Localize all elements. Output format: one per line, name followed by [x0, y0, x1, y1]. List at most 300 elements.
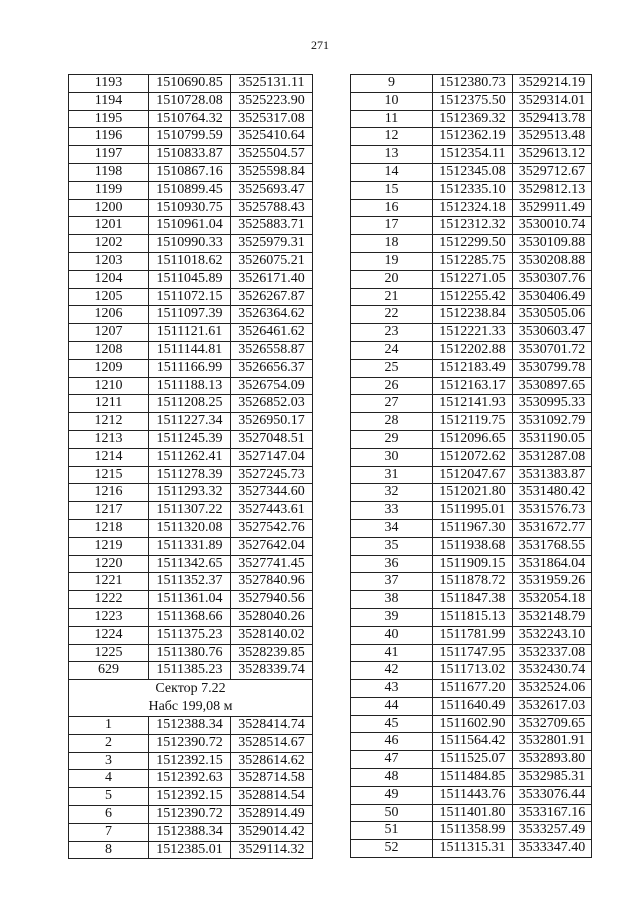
y-coordinate-cell: 3530603.47 [513, 324, 592, 342]
table-row [69, 430, 313, 448]
y-coordinate-cell: 3529712.67 [513, 163, 592, 181]
left-coordinates-table [68, 74, 313, 859]
table-row [351, 448, 592, 466]
point-number-cell: 1208 [69, 341, 149, 359]
x-coordinate-cell: 1511166.99 [149, 359, 231, 377]
x-coordinate-cell: 1511342.65 [149, 555, 231, 573]
y-coordinate-cell: 3527443.61 [231, 502, 313, 520]
x-coordinate-cell: 1511938.68 [433, 537, 513, 555]
y-coordinate-cell: 3528339.74 [231, 662, 313, 680]
x-coordinate-cell: 1511995.01 [433, 502, 513, 520]
point-number-cell: 27 [351, 395, 433, 413]
table-row [69, 555, 313, 573]
x-coordinate-cell: 1511815.13 [433, 608, 513, 626]
y-coordinate-cell: 3530307.76 [513, 270, 592, 288]
x-coordinate-cell: 1512369.32 [433, 110, 513, 128]
y-coordinate-cell: 3525979.31 [231, 235, 313, 253]
table-row [69, 823, 313, 841]
x-coordinate-cell: 1511361.04 [149, 591, 231, 609]
table-row [69, 841, 313, 859]
x-coordinate-cell: 1511352.37 [149, 573, 231, 591]
y-coordinate-cell: 3527940.56 [231, 591, 313, 609]
point-number-cell: 7 [69, 823, 149, 841]
point-number-cell: 2 [69, 734, 149, 752]
table-row [69, 502, 313, 520]
point-number-cell: 41 [351, 644, 433, 662]
point-number-cell: 1209 [69, 359, 149, 377]
x-coordinate-cell: 1512380.73 [433, 75, 513, 93]
y-coordinate-cell: 3530109.88 [513, 235, 592, 253]
table-row [351, 430, 592, 448]
table-row [69, 770, 313, 788]
x-coordinate-cell: 1511307.22 [149, 502, 231, 520]
table-row [351, 697, 592, 715]
sector-header-cell [69, 680, 313, 717]
y-coordinate-cell: 3525410.64 [231, 128, 313, 146]
y-coordinate-cell: 3532893.80 [513, 751, 592, 769]
point-number-cell: 42 [351, 662, 433, 680]
table-row [69, 662, 313, 680]
table-row [351, 359, 592, 377]
table-row [69, 788, 313, 806]
table-row [351, 146, 592, 164]
y-coordinate-cell: 3526656.37 [231, 359, 313, 377]
page-number: 271 [311, 38, 329, 52]
y-coordinate-cell: 3527840.96 [231, 573, 313, 591]
y-coordinate-cell: 3530897.65 [513, 377, 592, 395]
point-number-cell: 22 [351, 306, 433, 324]
point-number-cell: 1223 [69, 608, 149, 626]
y-coordinate-cell: 3530010.74 [513, 217, 592, 235]
point-number-cell: 3 [69, 752, 149, 770]
y-coordinate-cell: 3529214.19 [513, 75, 592, 93]
point-number-cell: 10 [351, 92, 433, 110]
point-number-cell: 1207 [69, 324, 149, 342]
x-coordinate-cell: 1511847.38 [433, 591, 513, 609]
x-coordinate-cell: 1512335.10 [433, 181, 513, 199]
point-number-cell: 37 [351, 573, 433, 591]
x-coordinate-cell: 1511293.32 [149, 484, 231, 502]
table-row [69, 537, 313, 555]
x-coordinate-cell: 1511443.76 [433, 786, 513, 804]
x-coordinate-cell: 1510690.85 [149, 75, 231, 93]
table-row [351, 608, 592, 626]
table-row [351, 715, 592, 733]
y-coordinate-cell: 3531480.42 [513, 484, 592, 502]
point-number-cell: 1220 [69, 555, 149, 573]
table-row [351, 822, 592, 840]
point-number-cell: 32 [351, 484, 433, 502]
point-number-cell: 1199 [69, 181, 149, 199]
table-row [351, 270, 592, 288]
table-row [69, 644, 313, 662]
y-coordinate-cell: 3531576.73 [513, 502, 592, 520]
x-coordinate-cell: 1511245.39 [149, 430, 231, 448]
point-number-cell: 1215 [69, 466, 149, 484]
table-row [351, 181, 592, 199]
sector-header-group [69, 680, 313, 717]
x-coordinate-cell: 1511909.15 [433, 555, 513, 573]
point-number-cell: 1214 [69, 448, 149, 466]
x-coordinate-cell: 1511525.07 [433, 751, 513, 769]
x-coordinate-cell: 1512119.75 [433, 413, 513, 431]
point-number-cell: 50 [351, 804, 433, 822]
x-coordinate-cell: 1512388.34 [149, 717, 231, 735]
table-row [351, 555, 592, 573]
point-number-cell: 1222 [69, 591, 149, 609]
table-row [351, 413, 592, 431]
point-number-cell: 1212 [69, 413, 149, 431]
right-coordinates-table [350, 74, 592, 858]
point-number-cell: 1203 [69, 252, 149, 270]
table-row [351, 733, 592, 751]
y-coordinate-cell: 3533076.44 [513, 786, 592, 804]
point-number-cell: 34 [351, 519, 433, 537]
point-number-cell: 31 [351, 466, 433, 484]
table-row [351, 128, 592, 146]
y-coordinate-cell: 3529314.01 [513, 92, 592, 110]
point-number-cell: 1193 [69, 75, 149, 93]
point-number-cell: 11 [351, 110, 433, 128]
x-coordinate-cell: 1511781.99 [433, 626, 513, 644]
table-row [351, 341, 592, 359]
x-coordinate-cell: 1510961.04 [149, 217, 231, 235]
point-number-cell: 36 [351, 555, 433, 573]
point-number-cell: 26 [351, 377, 433, 395]
x-coordinate-cell: 1511121.61 [149, 324, 231, 342]
y-coordinate-cell: 3528239.85 [231, 644, 313, 662]
point-number-cell: 20 [351, 270, 433, 288]
table-row [69, 270, 313, 288]
table-row [351, 75, 592, 93]
x-coordinate-cell: 1512392.63 [149, 770, 231, 788]
point-number-cell: 1200 [69, 199, 149, 217]
y-coordinate-cell: 3525693.47 [231, 181, 313, 199]
table-row [69, 608, 313, 626]
table-row [69, 573, 313, 591]
table-row [351, 395, 592, 413]
y-coordinate-cell: 3531672.77 [513, 519, 592, 537]
point-number-cell: 23 [351, 324, 433, 342]
table-row [69, 448, 313, 466]
table-row [351, 288, 592, 306]
table-row [69, 217, 313, 235]
y-coordinate-cell: 3526364.62 [231, 306, 313, 324]
point-number-cell: 1201 [69, 217, 149, 235]
y-coordinate-cell: 3529911.49 [513, 199, 592, 217]
x-coordinate-cell: 1511320.08 [149, 519, 231, 537]
x-coordinate-cell: 1511385.23 [149, 662, 231, 680]
point-number-cell: 6 [69, 806, 149, 824]
y-coordinate-cell: 3528814.54 [231, 788, 313, 806]
table-row [69, 591, 313, 609]
table-row [351, 252, 592, 270]
x-coordinate-cell: 1511144.81 [149, 341, 231, 359]
y-coordinate-cell: 3526267.87 [231, 288, 313, 306]
x-coordinate-cell: 1510867.16 [149, 163, 231, 181]
point-number-cell: 38 [351, 591, 433, 609]
sector-header-row [69, 680, 313, 717]
table-row [351, 591, 592, 609]
x-coordinate-cell: 1511262.41 [149, 448, 231, 466]
y-coordinate-cell: 3532430.74 [513, 662, 592, 680]
table-row [69, 377, 313, 395]
x-coordinate-cell: 1512362.19 [433, 128, 513, 146]
y-coordinate-cell: 3526461.62 [231, 324, 313, 342]
y-coordinate-cell: 3530995.33 [513, 395, 592, 413]
point-number-cell: 33 [351, 502, 433, 520]
point-number-cell: 629 [69, 662, 149, 680]
point-number-cell: 12 [351, 128, 433, 146]
table-row [351, 519, 592, 537]
x-coordinate-cell: 1512183.49 [433, 359, 513, 377]
table-row [351, 306, 592, 324]
table-row [69, 92, 313, 110]
x-coordinate-cell: 1511677.20 [433, 680, 513, 698]
table-row [69, 806, 313, 824]
x-coordinate-cell: 1512388.34 [149, 823, 231, 841]
point-number-cell: 1225 [69, 644, 149, 662]
point-number-cell: 49 [351, 786, 433, 804]
y-coordinate-cell: 3526171.40 [231, 270, 313, 288]
point-number-cell: 1216 [69, 484, 149, 502]
x-coordinate-cell: 1512392.15 [149, 788, 231, 806]
table-row [351, 644, 592, 662]
y-coordinate-cell: 3528040.26 [231, 608, 313, 626]
table-row [69, 519, 313, 537]
sector-title: Сектор 7.22 [155, 681, 226, 697]
point-number-cell: 28 [351, 413, 433, 431]
x-coordinate-cell: 1511564.42 [433, 733, 513, 751]
table-row [351, 92, 592, 110]
x-coordinate-cell: 1511208.25 [149, 395, 231, 413]
point-number-cell: 18 [351, 235, 433, 253]
table-row [69, 341, 313, 359]
point-number-cell: 51 [351, 822, 433, 840]
x-coordinate-cell: 1511602.90 [433, 715, 513, 733]
x-coordinate-cell: 1511713.02 [433, 662, 513, 680]
table-row [69, 128, 313, 146]
table-row [69, 75, 313, 93]
point-number-cell: 44 [351, 697, 433, 715]
x-coordinate-cell: 1512163.17 [433, 377, 513, 395]
x-coordinate-cell: 1511072.15 [149, 288, 231, 306]
table-row [351, 840, 592, 858]
left-rows-before [69, 75, 313, 680]
y-coordinate-cell: 3525317.08 [231, 110, 313, 128]
point-number-cell: 29 [351, 430, 433, 448]
x-coordinate-cell: 1511188.13 [149, 377, 231, 395]
y-coordinate-cell: 3529413.78 [513, 110, 592, 128]
y-coordinate-cell: 3529014.42 [231, 823, 313, 841]
y-coordinate-cell: 3525223.90 [231, 92, 313, 110]
table-row [351, 769, 592, 787]
x-coordinate-cell: 1511358.99 [433, 822, 513, 840]
table-row [69, 181, 313, 199]
x-coordinate-cell: 1511401.80 [433, 804, 513, 822]
table-row [351, 751, 592, 769]
y-coordinate-cell: 3526558.87 [231, 341, 313, 359]
y-coordinate-cell: 3532801.91 [513, 733, 592, 751]
x-coordinate-cell: 1510930.75 [149, 199, 231, 217]
point-number-cell: 25 [351, 359, 433, 377]
x-coordinate-cell: 1512354.11 [433, 146, 513, 164]
table-row [351, 110, 592, 128]
point-number-cell: 15 [351, 181, 433, 199]
point-number-cell: 1210 [69, 377, 149, 395]
table-row [69, 359, 313, 377]
point-number-cell: 13 [351, 146, 433, 164]
x-coordinate-cell: 1512385.01 [149, 841, 231, 859]
x-coordinate-cell: 1512255.42 [433, 288, 513, 306]
y-coordinate-cell: 3526852.03 [231, 395, 313, 413]
y-coordinate-cell: 3527741.45 [231, 555, 313, 573]
y-coordinate-cell: 3526950.17 [231, 413, 313, 431]
y-coordinate-cell: 3531768.55 [513, 537, 592, 555]
table-row [69, 395, 313, 413]
y-coordinate-cell: 3527344.60 [231, 484, 313, 502]
x-coordinate-cell: 1511368.66 [149, 608, 231, 626]
x-coordinate-cell: 1511380.76 [149, 644, 231, 662]
x-coordinate-cell: 1512221.33 [433, 324, 513, 342]
y-coordinate-cell: 3530799.78 [513, 359, 592, 377]
point-number-cell: 1218 [69, 519, 149, 537]
x-coordinate-cell: 1511484.85 [433, 769, 513, 787]
y-coordinate-cell: 3532148.79 [513, 608, 592, 626]
point-number-cell: 9 [351, 75, 433, 93]
y-coordinate-cell: 3525883.71 [231, 217, 313, 235]
x-coordinate-cell: 1511045.89 [149, 270, 231, 288]
table-row [69, 110, 313, 128]
x-coordinate-cell: 1511227.34 [149, 413, 231, 431]
point-number-cell: 52 [351, 840, 433, 858]
x-coordinate-cell: 1511967.30 [433, 519, 513, 537]
point-number-cell: 1221 [69, 573, 149, 591]
table-row [69, 235, 313, 253]
y-coordinate-cell: 3531959.26 [513, 573, 592, 591]
y-coordinate-cell: 3529613.12 [513, 146, 592, 164]
table-row [351, 537, 592, 555]
right-rows [351, 75, 592, 858]
x-coordinate-cell: 1512285.75 [433, 252, 513, 270]
table-row [351, 377, 592, 395]
x-coordinate-cell: 1512390.72 [149, 806, 231, 824]
y-coordinate-cell: 3529114.32 [231, 841, 313, 859]
y-coordinate-cell: 3527542.76 [231, 519, 313, 537]
y-coordinate-cell: 3532985.31 [513, 769, 592, 787]
point-number-cell: 1219 [69, 537, 149, 555]
x-coordinate-cell: 1512312.32 [433, 217, 513, 235]
x-coordinate-cell: 1512392.15 [149, 752, 231, 770]
point-number-cell: 1 [69, 717, 149, 735]
x-coordinate-cell: 1512072.62 [433, 448, 513, 466]
x-coordinate-cell: 1512271.05 [433, 270, 513, 288]
y-coordinate-cell: 3529812.13 [513, 181, 592, 199]
x-coordinate-cell: 1510764.32 [149, 110, 231, 128]
y-coordinate-cell: 3531383.87 [513, 466, 592, 484]
point-number-cell: 1211 [69, 395, 149, 413]
y-coordinate-cell: 3528614.62 [231, 752, 313, 770]
x-coordinate-cell: 1511315.31 [433, 840, 513, 858]
x-coordinate-cell: 1510990.33 [149, 235, 231, 253]
sector-subtitle: Набс 199,08 м [148, 699, 233, 715]
y-coordinate-cell: 3527147.04 [231, 448, 313, 466]
y-coordinate-cell: 3530701.72 [513, 341, 592, 359]
y-coordinate-cell: 3525788.43 [231, 199, 313, 217]
left-rows-after [69, 717, 313, 859]
x-coordinate-cell: 1510899.45 [149, 181, 231, 199]
y-coordinate-cell: 3528514.67 [231, 734, 313, 752]
y-coordinate-cell: 3532337.08 [513, 644, 592, 662]
y-coordinate-cell: 3529513.48 [513, 128, 592, 146]
table-row [351, 235, 592, 253]
y-coordinate-cell: 3527642.04 [231, 537, 313, 555]
point-number-cell: 45 [351, 715, 433, 733]
table-row [69, 484, 313, 502]
x-coordinate-cell: 1511331.89 [149, 537, 231, 555]
table-row [69, 734, 313, 752]
table-row [351, 466, 592, 484]
point-number-cell: 5 [69, 788, 149, 806]
point-number-cell: 19 [351, 252, 433, 270]
y-coordinate-cell: 3532617.03 [513, 697, 592, 715]
y-coordinate-cell: 3531190.05 [513, 430, 592, 448]
x-coordinate-cell: 1512390.72 [149, 734, 231, 752]
table-row [351, 786, 592, 804]
x-coordinate-cell: 1510799.59 [149, 128, 231, 146]
point-number-cell: 14 [351, 163, 433, 181]
x-coordinate-cell: 1511097.39 [149, 306, 231, 324]
point-number-cell: 24 [351, 341, 433, 359]
y-coordinate-cell: 3525504.57 [231, 146, 313, 164]
table-row [69, 413, 313, 431]
table-row [69, 199, 313, 217]
table-row [351, 502, 592, 520]
x-coordinate-cell: 1512324.18 [433, 199, 513, 217]
y-coordinate-cell: 3530505.06 [513, 306, 592, 324]
table-row [351, 217, 592, 235]
y-coordinate-cell: 3531287.08 [513, 448, 592, 466]
point-number-cell: 8 [69, 841, 149, 859]
point-number-cell: 16 [351, 199, 433, 217]
table-row [351, 626, 592, 644]
table-row [351, 804, 592, 822]
x-coordinate-cell: 1512021.80 [433, 484, 513, 502]
point-number-cell: 17 [351, 217, 433, 235]
table-row [69, 163, 313, 181]
y-coordinate-cell: 3527245.73 [231, 466, 313, 484]
table-row [351, 199, 592, 217]
x-coordinate-cell: 1512299.50 [433, 235, 513, 253]
y-coordinate-cell: 3530208.88 [513, 252, 592, 270]
point-number-cell: 40 [351, 626, 433, 644]
x-coordinate-cell: 1512238.84 [433, 306, 513, 324]
point-number-cell: 39 [351, 608, 433, 626]
x-coordinate-cell: 1511375.23 [149, 626, 231, 644]
x-coordinate-cell: 1512096.65 [433, 430, 513, 448]
x-coordinate-cell: 1511640.49 [433, 697, 513, 715]
y-coordinate-cell: 3530406.49 [513, 288, 592, 306]
point-number-cell: 1194 [69, 92, 149, 110]
y-coordinate-cell: 3532709.65 [513, 715, 592, 733]
point-number-cell: 1198 [69, 163, 149, 181]
y-coordinate-cell: 3532243.10 [513, 626, 592, 644]
x-coordinate-cell: 1512047.67 [433, 466, 513, 484]
y-coordinate-cell: 3533347.40 [513, 840, 592, 858]
table-row [69, 466, 313, 484]
table-row [69, 288, 313, 306]
point-number-cell: 1205 [69, 288, 149, 306]
